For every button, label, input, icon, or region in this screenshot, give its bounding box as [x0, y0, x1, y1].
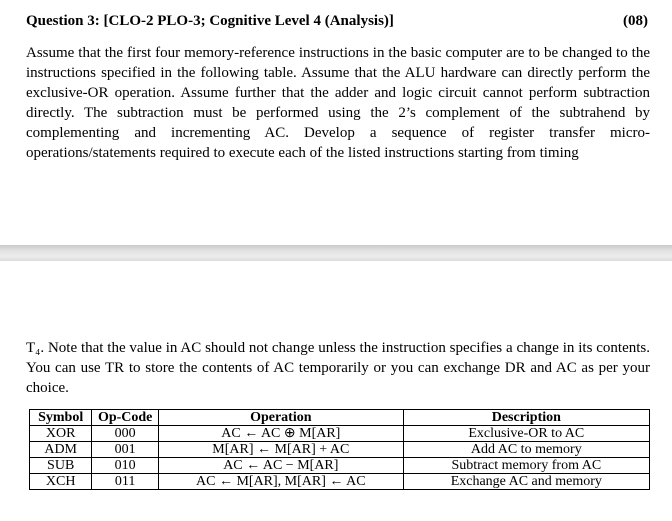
cell-operation: AC ← AC ⊕ M[AR]: [159, 426, 404, 442]
cell-opcode: 010: [92, 458, 159, 474]
cell-opcode: 000: [92, 426, 159, 442]
cell-symbol: XOR: [30, 426, 92, 442]
cell-operation: AC ← M[AR], M[AR] ← AC: [159, 474, 404, 490]
cell-opcode: 001: [92, 442, 159, 458]
table-header-row: [30, 410, 650, 426]
cell-symbol: XCH: [30, 474, 92, 490]
cell-opcode: 011: [92, 474, 159, 490]
instruction-table: [29, 409, 650, 490]
table-row: [30, 442, 650, 458]
cell-description: Add AC to memory: [403, 442, 649, 458]
cell-description: Subtract memory from AC: [403, 458, 649, 474]
question-title: Question 3: [CLO-2 PLO-3; Cognitive Level 4 (Analysis)]: [26, 13, 394, 29]
question-heading: [26, 13, 648, 30]
header-description: Description: [403, 410, 649, 426]
table-row: [30, 458, 650, 474]
question-paragraph-1: Assume that the first four memory-reference instructions in the basic computer are to be changed to the instructions specified in the following table. Assume that the ALU hardware can directly perform the exclusive-OR operation. Assume further that the adder and logic circuit cannot perform subtraction directly. The subtraction must be performed using the 2’s complement of the subtrahend by complementing and incrementing AC. Develop a sequence of register transfer micro-operations/statements required to execute each of the listed instructions starting from timing: [26, 45, 650, 161]
header-opcode: Op-Code: [92, 410, 159, 426]
question-paragraph-2: T₄. Note that the value in AC should not change unless the instruction specifies a change in its contents. You can use TR to store the contents of AC temporarily or you can exchange DR and AC as per your choice.: [26, 340, 650, 396]
header-operation: Operation: [159, 410, 404, 426]
table-row: [30, 426, 650, 442]
cell-description: Exclusive-OR to AC: [403, 426, 649, 442]
cell-operation: AC ← AC − M[AR]: [159, 458, 404, 474]
page-break-gap: [0, 245, 672, 261]
cell-operation: M[AR] ← M[AR] + AC: [159, 442, 404, 458]
table-row: [30, 474, 650, 490]
question-marks: (08): [623, 13, 648, 29]
cell-symbol: ADM: [30, 442, 92, 458]
cell-symbol: SUB: [30, 458, 92, 474]
cell-description: Exchange AC and memory: [403, 474, 649, 490]
header-symbol: Symbol: [30, 410, 92, 426]
